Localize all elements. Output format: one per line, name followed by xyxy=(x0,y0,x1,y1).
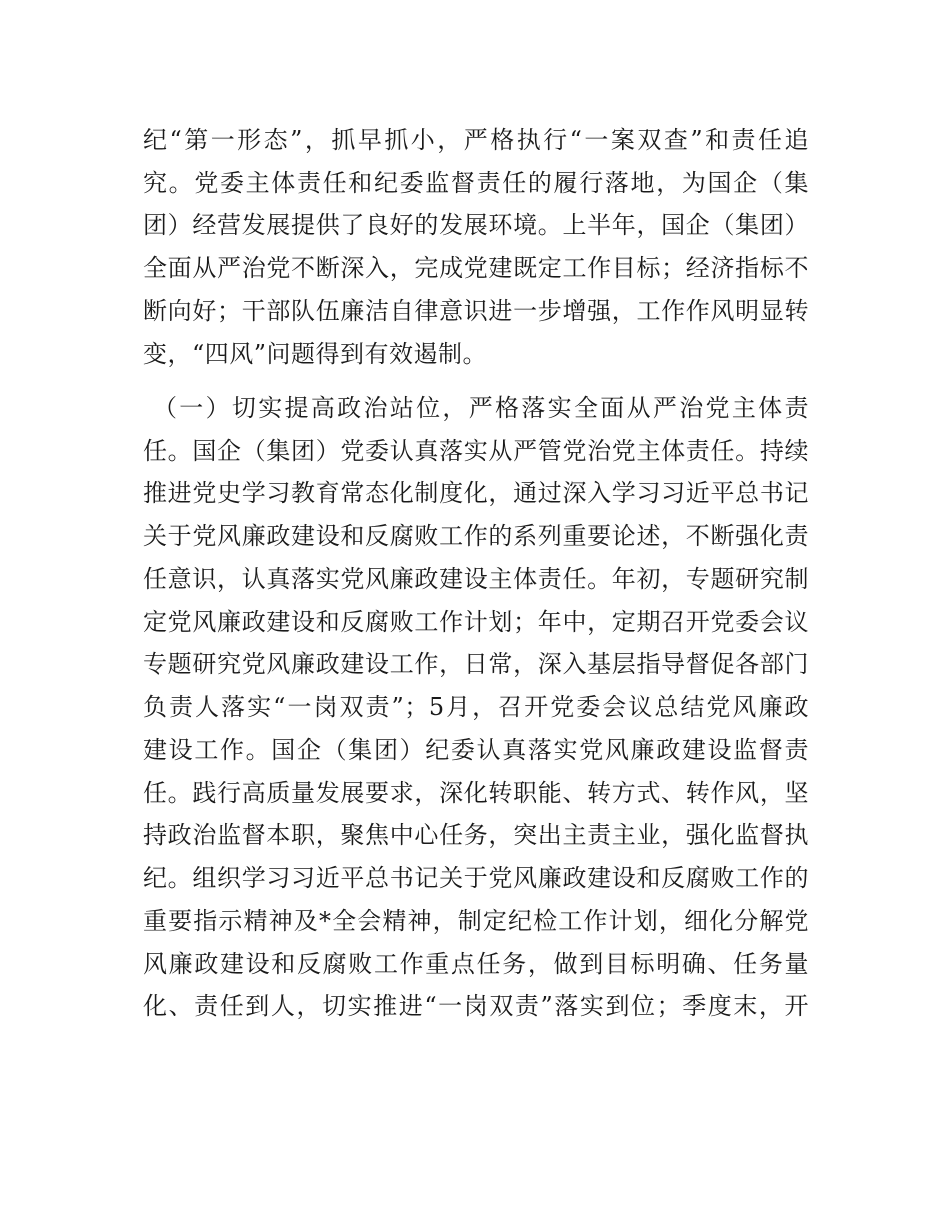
paragraph-2-line-2: 任。国企（集团）党委认真落实从严管党治党主体责任。持续 xyxy=(143,437,809,465)
paragraph-1-line-5: 断向好；干部队伍廉洁自律意识进一步增强，工作作风明显转 xyxy=(143,297,809,325)
paragraph-2-line-3: 推进党史学习教育常态化制度化，通过深入学习习近平总书记 xyxy=(143,479,809,507)
paragraph-2-line-5: 任意识，认真落实党风廉政建设主体责任。年初，专题研究制 xyxy=(143,565,809,593)
paragraph-2-line-6: 定党风廉政建设和反腐败工作计划；年中，定期召开党委会议 xyxy=(143,608,809,636)
paragraph-2-line-8: 负责人落实“一岗双责”；5月，召开党委会议总结党风廉政 xyxy=(143,693,809,721)
paragraph-1-line-3: 团）经营发展提供了良好的发展环境。上半年，国企（集团） xyxy=(143,211,809,239)
paragraph-2-line-12: 纪。组织学习习近平总书记关于党风廉政建设和反腐败工作的 xyxy=(143,864,809,892)
paragraph-2-line-9: 建设工作。国企（集团）纪委认真落实党风廉政建设监督责 xyxy=(143,736,809,764)
paragraph-2-line-1: （一）切实提高政治站位，严格落实全面从严治党主体责 xyxy=(153,394,809,422)
paragraph-2-line-14: 风廉政建设和反腐败工作重点任务，做到目标明确、任务量 xyxy=(143,950,809,978)
paragraph-1-line-1: 纪“第一形态”，抓早抓小，严格执行“一案双查”和责任追 xyxy=(143,126,809,154)
paragraph-2-line-15: 化、责任到人，切实推进“一岗双责”落实到位；季度末，开 xyxy=(143,992,809,1020)
paragraph-2-line-13: 重要指示精神及*全会精神，制定纪检工作计划，细化分解党 xyxy=(143,907,809,935)
paragraph-2-line-4: 关于党风廉政建设和反腐败工作的系列重要论述，不断强化责 xyxy=(143,522,809,550)
paragraph-1-line-4: 全面从严治党不断深入，完成党建既定工作目标；经济指标不 xyxy=(143,254,809,282)
paragraph-2-line-10: 任。践行高质量发展要求，深化转职能、转方式、转作风，坚 xyxy=(143,779,809,807)
paragraph-1-line-2: 究。党委主体责任和纪委监督责任的履行落地，为国企（集 xyxy=(143,169,809,197)
paragraph-1-line-6: 变，“四风”问题得到有效遏制。 xyxy=(143,340,488,368)
paragraph-2-line-11: 持政治监督本职，聚焦中心任务，突出主责主业，强化监督执 xyxy=(143,821,809,849)
paragraph-2-line-7: 专题研究党风廉政建设工作，日常，深入基层指导督促各部门 xyxy=(143,650,809,678)
